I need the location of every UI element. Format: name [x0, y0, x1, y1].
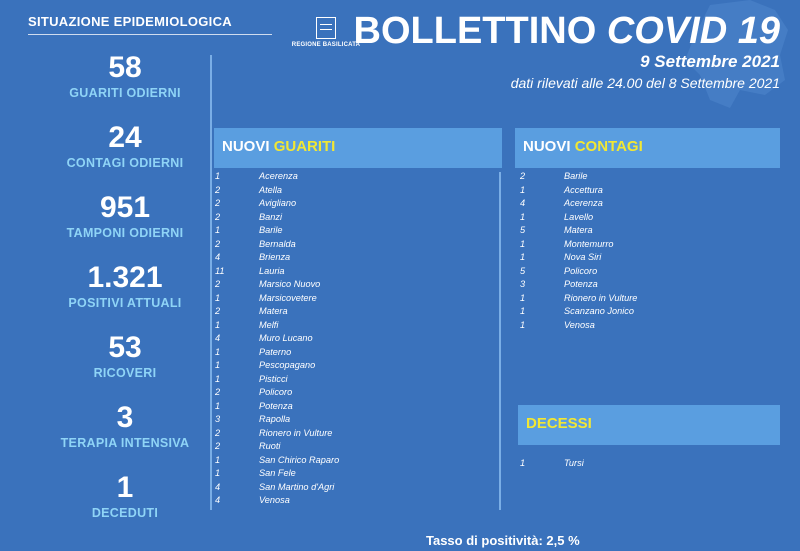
- municipality-name: Nova Siri: [564, 252, 602, 262]
- decessi-title: DECESSI: [526, 415, 592, 432]
- column-divider: [499, 172, 501, 510]
- list-item: [520, 224, 770, 238]
- guariti-title-b: GUARITI: [273, 138, 336, 155]
- decessi-header: [518, 405, 780, 445]
- municipality-name: Rionero in Vulture: [564, 292, 638, 303]
- case-count: 2: [215, 427, 221, 438]
- municipality-name: Lauria: [259, 265, 285, 276]
- stat-positivi: [20, 262, 230, 310]
- municipality-name: Muro Lucano: [259, 333, 313, 343]
- list-item: [215, 494, 495, 508]
- guariti-title-a: NUOVI: [222, 138, 274, 155]
- case-count: 1: [215, 373, 221, 384]
- list-item: [215, 359, 495, 373]
- logo-text: REGIONE BASILICATA: [291, 42, 361, 48]
- municipality-name: Scanzano Jonico: [564, 306, 634, 316]
- stat-value: 58: [108, 51, 142, 84]
- case-count: 2: [215, 238, 221, 249]
- municipality-name: Potenza: [564, 279, 598, 289]
- municipality-name: Venosa: [259, 495, 290, 505]
- list-item: [520, 238, 770, 252]
- stat-label: POSITIVI ATTUALI: [68, 296, 182, 310]
- list-item: [215, 400, 495, 414]
- stat-label: CONTAGI ODIERNI: [66, 156, 184, 170]
- stat-guariti: [20, 52, 230, 100]
- stat-contagi: [20, 122, 230, 170]
- stat-ricoveri: [20, 332, 230, 380]
- list-item: [520, 305, 770, 319]
- municipality-name: Ruoti: [259, 441, 281, 451]
- case-count: 2: [215, 441, 221, 451]
- case-count: 2: [215, 387, 221, 397]
- list-item: [520, 265, 770, 279]
- municipality-name: Atella: [259, 184, 282, 195]
- case-count: 1: [215, 292, 221, 303]
- case-count: 1: [215, 346, 221, 357]
- list-item: [215, 373, 495, 387]
- title-accent: COVID 19: [606, 10, 780, 52]
- contagi-list: [520, 170, 770, 332]
- municipality-name: Tursi: [564, 458, 584, 468]
- section-divider: [28, 34, 272, 35]
- list-item: [520, 457, 770, 471]
- guariti-list: [215, 170, 495, 508]
- case-count: 4: [215, 252, 221, 262]
- municipality-name: Barile: [564, 171, 588, 181]
- case-count: 1: [520, 458, 526, 468]
- case-count: 1: [215, 225, 221, 235]
- municipality-name: San Chirico Raparo: [259, 454, 340, 465]
- list-item: [215, 224, 495, 238]
- contagi-title-b: CONTAGI: [574, 138, 643, 155]
- case-count: 1: [215, 171, 221, 181]
- municipality-name: Pisticci: [259, 373, 288, 384]
- case-count: 4: [215, 481, 221, 492]
- stat-value: 3: [116, 401, 134, 434]
- municipality-name: Acerenza: [564, 198, 603, 208]
- case-count: 4: [215, 495, 221, 505]
- case-count: 4: [215, 333, 221, 343]
- list-item: [215, 440, 495, 454]
- municipality-name: San Martino d'Agri: [259, 481, 335, 492]
- case-count: 1: [215, 454, 221, 465]
- stat-value: 24: [108, 121, 142, 154]
- list-item: [520, 278, 770, 292]
- list-item: [520, 170, 770, 184]
- list-item: [215, 170, 495, 184]
- municipality-name: Montemurro: [564, 238, 614, 249]
- stat-label: DECEDUTI: [91, 506, 159, 520]
- title-main: BOLLETTINO: [353, 10, 607, 52]
- decessi-list: [520, 457, 770, 471]
- positivity-rate: Tasso di positività: 2,5 %: [426, 533, 580, 548]
- municipality-name: Potenza: [259, 400, 293, 411]
- case-count: 2: [215, 184, 221, 195]
- list-item: [215, 238, 495, 252]
- case-count: 2: [215, 198, 221, 208]
- list-item: [215, 292, 495, 306]
- stat-label: TAMPONI ODIERNI: [66, 226, 184, 240]
- list-item: [215, 319, 495, 333]
- contagi-title-a: NUOVI: [523, 138, 575, 155]
- case-count: 2: [215, 306, 221, 316]
- column-divider: [210, 55, 212, 510]
- case-count: 5: [520, 225, 526, 235]
- list-item: [520, 211, 770, 225]
- case-count: 2: [215, 211, 221, 222]
- municipality-name: Lavello: [564, 211, 594, 222]
- list-item: [520, 292, 770, 306]
- case-count: 1: [520, 184, 526, 195]
- list-item: [215, 467, 495, 481]
- stat-label: RICOVERI: [93, 366, 157, 380]
- case-count: 3: [215, 414, 221, 424]
- municipality-name: Brienza: [259, 252, 291, 262]
- municipality-name: Rapolla: [259, 414, 291, 424]
- region-emblem-icon: [316, 17, 336, 39]
- case-count: 3: [520, 279, 526, 289]
- bulletin-date: 9 Settembre 2021: [640, 52, 780, 71]
- municipality-name: Accettura: [564, 184, 603, 195]
- list-item: [215, 346, 495, 360]
- case-count: 1: [520, 306, 526, 316]
- section-title: SITUAZIONE EPIDEMIOLOGICA: [28, 14, 232, 29]
- list-item: [215, 427, 495, 441]
- case-count: 1: [215, 468, 221, 478]
- list-item: [520, 251, 770, 265]
- case-count: 1: [520, 211, 526, 222]
- case-count: 2: [520, 171, 526, 181]
- stat-value: 1: [116, 471, 134, 504]
- municipality-name: Rionero in Vulture: [259, 427, 333, 438]
- case-count: 11: [215, 265, 225, 276]
- case-count: 4: [520, 198, 526, 208]
- municipality-name: Venosa: [564, 319, 595, 330]
- municipality-name: Policoro: [564, 265, 598, 276]
- case-count: 1: [520, 252, 526, 262]
- list-item: [215, 278, 495, 292]
- case-count: 1: [215, 319, 221, 330]
- list-item: [215, 454, 495, 468]
- bulletin-subtitle: dati rilevati alle 24.00 del 8 Settembre 2021: [510, 75, 780, 91]
- case-count: 1: [520, 319, 526, 330]
- municipality-name: Avigliano: [259, 198, 297, 208]
- case-count: 5: [520, 265, 526, 276]
- stat-value: 53: [108, 331, 142, 364]
- list-item: [215, 413, 495, 427]
- municipality-name: Matera: [564, 225, 593, 235]
- list-item: [215, 184, 495, 198]
- guariti-header: [214, 128, 502, 168]
- municipality-name: Paterno: [259, 346, 292, 357]
- municipality-name: Barile: [259, 225, 283, 235]
- stat-deceduti: [20, 472, 230, 520]
- list-item: [215, 197, 495, 211]
- municipality-name: Pescopagano: [259, 360, 316, 370]
- stat-terapia-intensiva: [20, 402, 230, 450]
- case-count: 1: [215, 400, 221, 411]
- stat-value: 1.321: [87, 261, 163, 294]
- list-item: [215, 265, 495, 279]
- list-item: [215, 386, 495, 400]
- municipality-name: Banzi: [259, 211, 282, 222]
- bulletin-title: [354, 10, 780, 53]
- stat-label: GUARITI ODIERNI: [69, 86, 181, 100]
- list-item: [520, 184, 770, 198]
- stat-tamponi: [20, 192, 230, 240]
- case-count: 1: [520, 238, 526, 249]
- list-item: [215, 251, 495, 265]
- municipality-name: Matera: [259, 306, 288, 316]
- stat-value: 951: [99, 191, 151, 224]
- list-item: [215, 305, 495, 319]
- region-logo: [289, 17, 363, 48]
- list-item: [520, 197, 770, 211]
- municipality-name: Bernalda: [259, 238, 296, 249]
- list-item: [215, 332, 495, 346]
- stat-label: TERAPIA INTENSIVA: [60, 436, 190, 450]
- municipality-name: Policoro: [259, 387, 293, 397]
- contagi-header: [515, 128, 780, 168]
- list-item: [215, 481, 495, 495]
- case-count: 1: [520, 292, 526, 303]
- list-item: [215, 211, 495, 225]
- municipality-name: Marsicovetere: [259, 292, 317, 303]
- municipality-name: Acerenza: [259, 171, 298, 181]
- case-count: 1: [215, 360, 221, 370]
- municipality-name: Marsico Nuovo: [259, 279, 321, 289]
- municipality-name: Melfi: [259, 319, 279, 330]
- case-count: 2: [215, 279, 221, 289]
- municipality-name: San Fele: [259, 468, 296, 478]
- list-item: [520, 319, 770, 333]
